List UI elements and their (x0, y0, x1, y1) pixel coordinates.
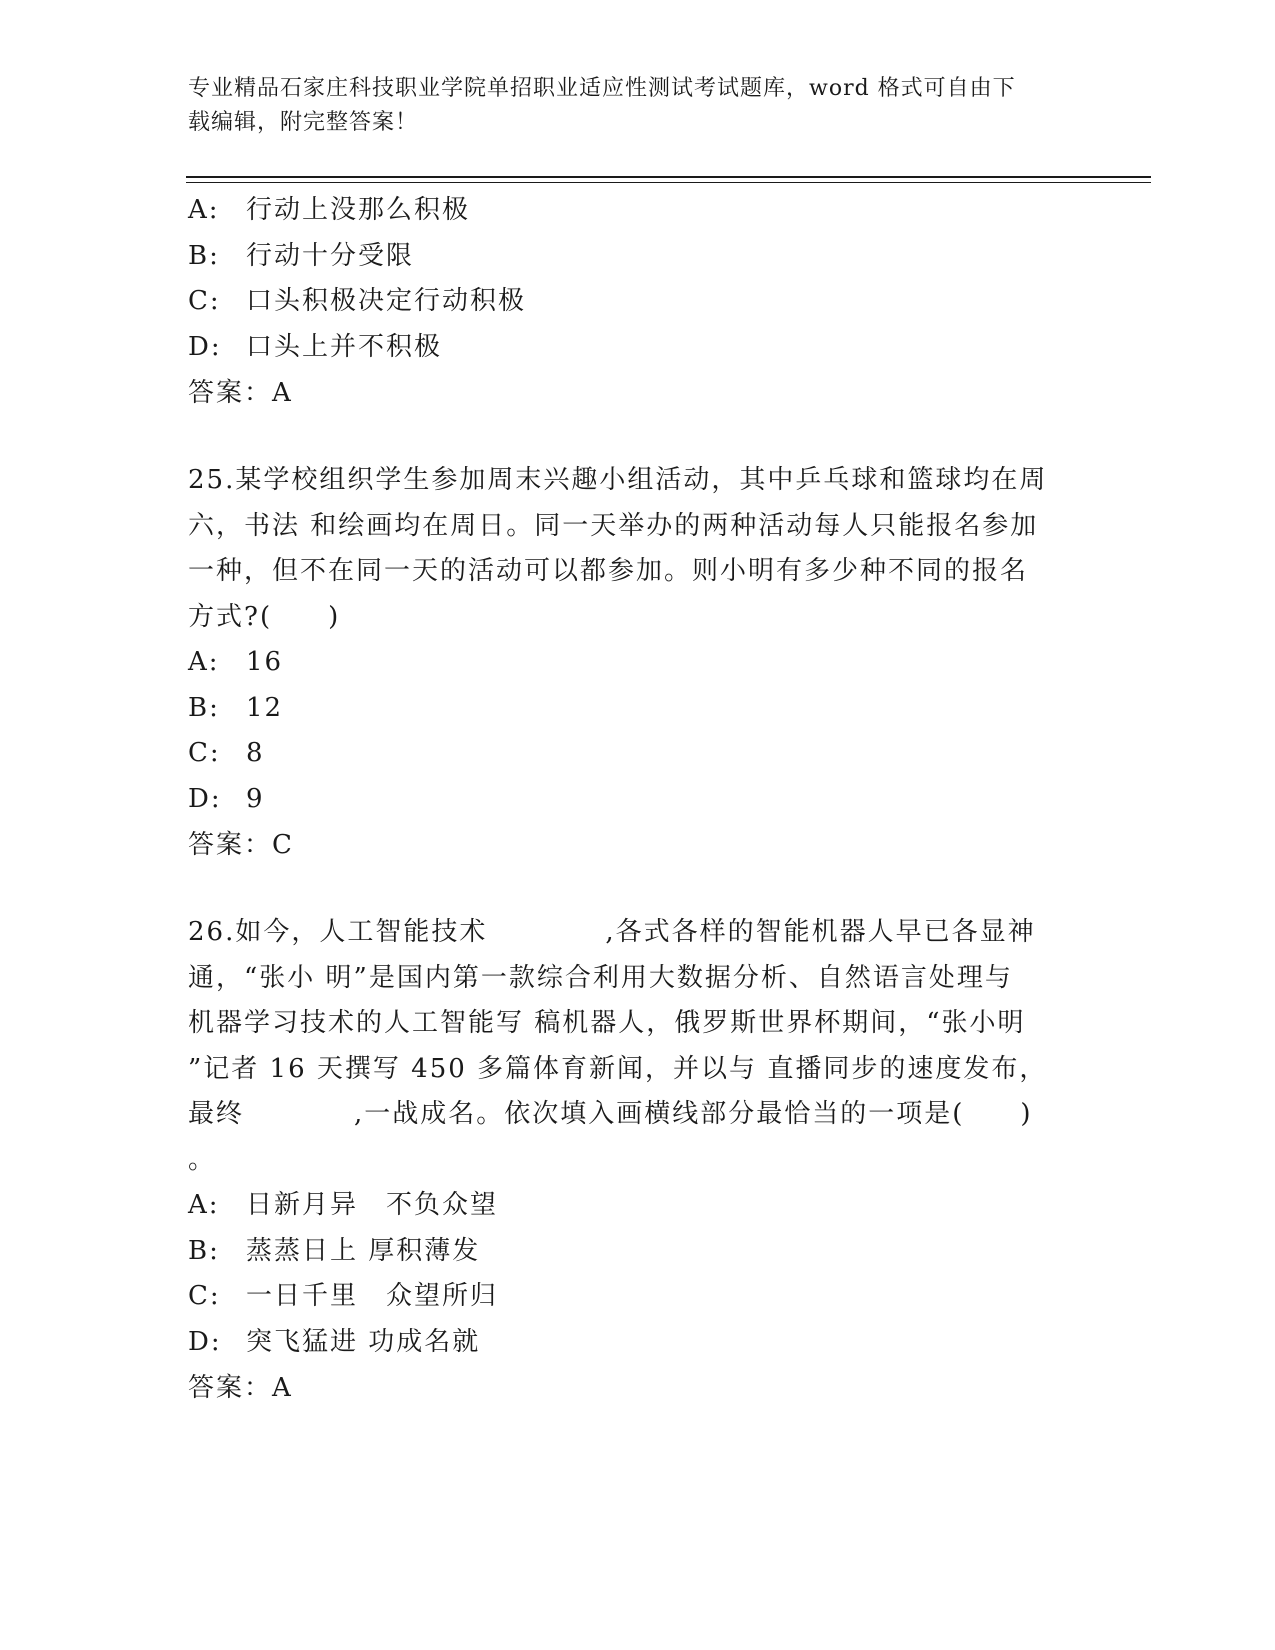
question-25-line-4: 方式?( ) (188, 601, 341, 632)
header-rule-thick (186, 176, 1151, 178)
option-d: D: 口头上并不积极 (188, 331, 443, 362)
question-26-line-2: 通，“张小 明”是国内第一款综合利用大数据分析、自然语言处理与 (188, 962, 1013, 993)
option-d: D: 突飞猛进 功成名就 (188, 1326, 481, 1357)
question-26-line-6: 。 (188, 1144, 217, 1175)
question-25-line-1: 25.某学校组织学生参加周末兴趣小组活动，其中乒乓球和篮球均在周 (188, 465, 1048, 495)
document-header (188, 72, 1078, 140)
header-line-2: 载编辑，附完整答案！ (188, 110, 419, 135)
option-b: B: 行动十分受限 (188, 240, 415, 271)
question-24-options (188, 188, 1088, 416)
question-26-stem (188, 910, 1088, 1183)
question-25-line-3: 一种，但不在同一天的活动可以都参加。则小明有多少种不同的报名 (188, 556, 1029, 586)
question-26-options (188, 1183, 1088, 1411)
header-line-1: 专业精品石家庄科技职业学院单招职业适应性测试考试题库，word 格式可自由下 (188, 76, 1016, 101)
option-d: D: 9 (188, 783, 265, 814)
question-26-line-4: ”记者 16 天撰写 450 多篇体育新闻，并以与 直播同步的速度发布， (188, 1053, 1048, 1084)
question-26-answer: 答案：A (188, 1373, 293, 1403)
header-rule-thin (186, 182, 1151, 183)
option-b: B: 12 (188, 692, 284, 723)
option-a: A: 16 (188, 647, 284, 677)
question-24-answer: 答案：A (188, 378, 293, 408)
option-c: C: 一日千里 众望所归 (188, 1281, 499, 1311)
option-c: C: 口头积极决定行动积极 (188, 286, 527, 316)
option-a: A: 日新月异 不负众望 (188, 1190, 499, 1220)
question-26-line-3: 机器学习技术的人工智能写 稿机器人，俄罗斯世界杯期间，“张小明 (188, 1008, 1026, 1038)
question-25-options (188, 640, 1088, 868)
option-c: C: 8 (188, 738, 265, 768)
option-b: B: 蒸蒸日上 厚积薄发 (188, 1235, 481, 1266)
question-25-stem (188, 458, 1088, 640)
question-25-answer: 答案：C (188, 830, 294, 860)
question-26-line-1: 26.如今，人工智能技术 ,各式各样的智能机器人早已各显神 (188, 917, 1036, 947)
question-26-line-5: 最终 ,一战成名。依次填入画横线部分最恰当的一项是( ) (188, 1099, 1033, 1129)
question-25-line-2: 六，书法 和绘画均在周日。同一天举办的两种活动每人只能报名参加 (188, 510, 1039, 541)
question-content (188, 188, 1088, 1411)
option-a: A: 行动上没那么积极 (188, 195, 471, 225)
